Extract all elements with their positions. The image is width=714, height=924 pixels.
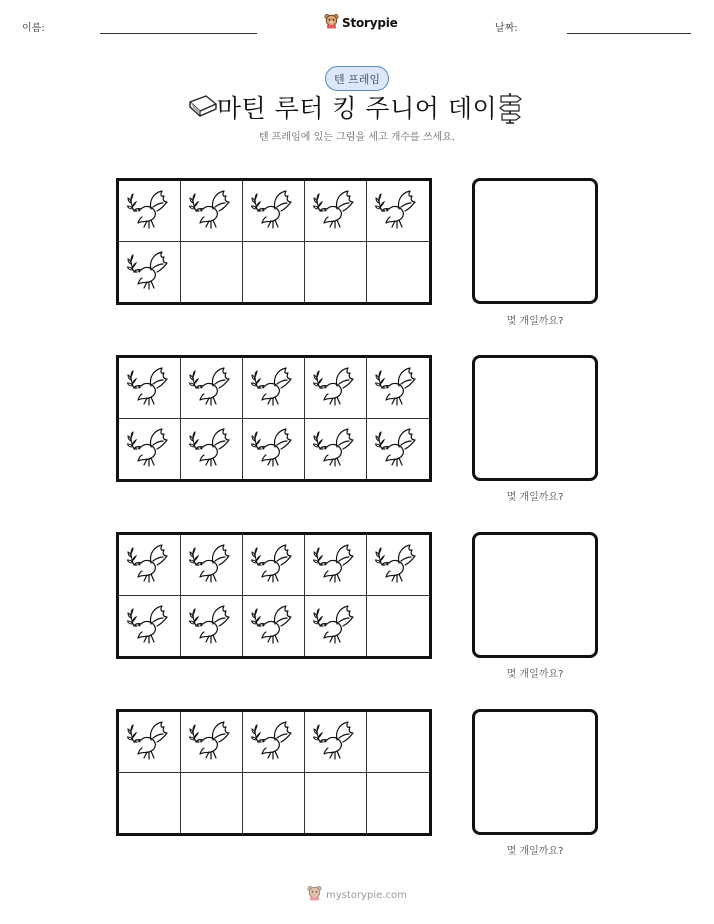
count-question: 몇 개일까요? [506,669,564,680]
answer-box[interactable] [472,709,598,835]
ten-frame-cell [367,181,429,242]
dove-with-olive-branch-icon [313,364,359,412]
ten-frame-cell [181,596,243,657]
name-line[interactable] [100,33,257,34]
dove-with-olive-branch-icon [313,602,359,650]
ten-frame-cell [305,242,367,303]
dove-with-olive-branch-icon [127,541,173,589]
ten-frame-cell [305,596,367,657]
dove-with-olive-branch-icon [251,364,297,412]
bear-mascot-icon [307,885,322,905]
ten-frame-cell [243,181,305,242]
dove-with-olive-branch-icon [127,187,173,235]
dove-with-olive-branch-icon [127,248,173,296]
dove-with-olive-branch-icon [375,187,421,235]
dove-with-olive-branch-icon [251,425,297,473]
ten-frame-cell [305,712,367,773]
ten-frame [116,178,432,305]
ten-frame-cell [119,535,181,596]
ten-frame-cell [367,535,429,596]
count-question: 몇 개일까요? [506,846,564,857]
ten-frame-cell [181,773,243,834]
ten-frame-cell [243,596,305,657]
ten-frame-cell [181,358,243,419]
ten-frame-cell [243,419,305,480]
ten-frame-cell [181,712,243,773]
ten-frame-cell [305,535,367,596]
ten-frame-cell [367,596,429,657]
dove-with-olive-branch-icon [313,425,359,473]
dove-with-olive-branch-icon [189,364,235,412]
dove-with-olive-branch-icon [189,602,235,650]
page-title: 마틴 루터 킹 주니어 데이 [216,94,498,123]
dove-with-olive-branch-icon [251,602,297,650]
ten-frame-cell [305,358,367,419]
dove-with-olive-branch-icon [127,425,173,473]
topic-tag: 텐 프레임 [325,66,389,91]
ten-frame-cell [243,358,305,419]
ten-frame-cell [367,712,429,773]
ten-frame-cell [119,712,181,773]
count-question: 몇 개일까요? [506,492,564,503]
dove-with-olive-branch-icon [375,364,421,412]
count-question: 몇 개일까요? [506,316,564,327]
answer-box[interactable] [472,178,598,304]
footer-url[interactable]: mystorypie.com [326,889,407,901]
ten-frame-cell [243,535,305,596]
dove-with-olive-branch-icon [127,364,173,412]
date-label: 날짜: [495,23,518,34]
dove-with-olive-branch-icon [127,718,173,766]
signpost-icon [497,90,525,128]
dove-with-olive-branch-icon [189,541,235,589]
ten-frame-cell [305,773,367,834]
bear-mascot-icon [324,13,339,33]
ten-frame-cell [119,358,181,419]
ten-frame-cell [305,181,367,242]
ten-frame-cell [243,242,305,303]
ten-frame-cell [119,419,181,480]
answer-box[interactable] [472,532,598,658]
dove-with-olive-branch-icon [189,425,235,473]
dove-with-olive-branch-icon [189,187,235,235]
brand-name: Storypie [342,16,398,30]
date-line[interactable] [567,33,691,34]
dove-with-olive-branch-icon [251,541,297,589]
ten-frame-cell [119,773,181,834]
ten-frame [116,355,432,482]
ten-frame-cell [181,535,243,596]
ten-frame-cell [181,419,243,480]
ten-frame-cell [243,712,305,773]
ten-frame-cell [367,242,429,303]
ten-frame-cell [367,773,429,834]
dove-with-olive-branch-icon [375,541,421,589]
ten-frame-cell [181,242,243,303]
ten-frame-cell [119,242,181,303]
ten-frame-cell [367,419,429,480]
answer-box[interactable] [472,355,598,481]
ten-frame-cell [243,773,305,834]
dove-with-olive-branch-icon [375,425,421,473]
ten-frame [116,532,432,659]
dove-with-olive-branch-icon [313,187,359,235]
dove-with-olive-branch-icon [251,187,297,235]
dove-with-olive-branch-icon [251,718,297,766]
ten-frame [116,709,432,836]
ten-frame-cell [305,419,367,480]
ten-frame-cell [119,181,181,242]
ten-frame-cell [367,358,429,419]
ten-frame-cell [181,181,243,242]
dove-with-olive-branch-icon [189,718,235,766]
instructions: 텐 프레임에 있는 그림을 세고 개수를 쓰세요. [258,132,456,143]
name-label: 이름: [22,23,45,34]
dove-with-olive-branch-icon [127,602,173,650]
dove-with-olive-branch-icon [313,718,359,766]
ten-frame-cell [119,596,181,657]
dove-with-olive-branch-icon [313,541,359,589]
brand-logo [324,13,398,33]
footer [0,885,714,905]
